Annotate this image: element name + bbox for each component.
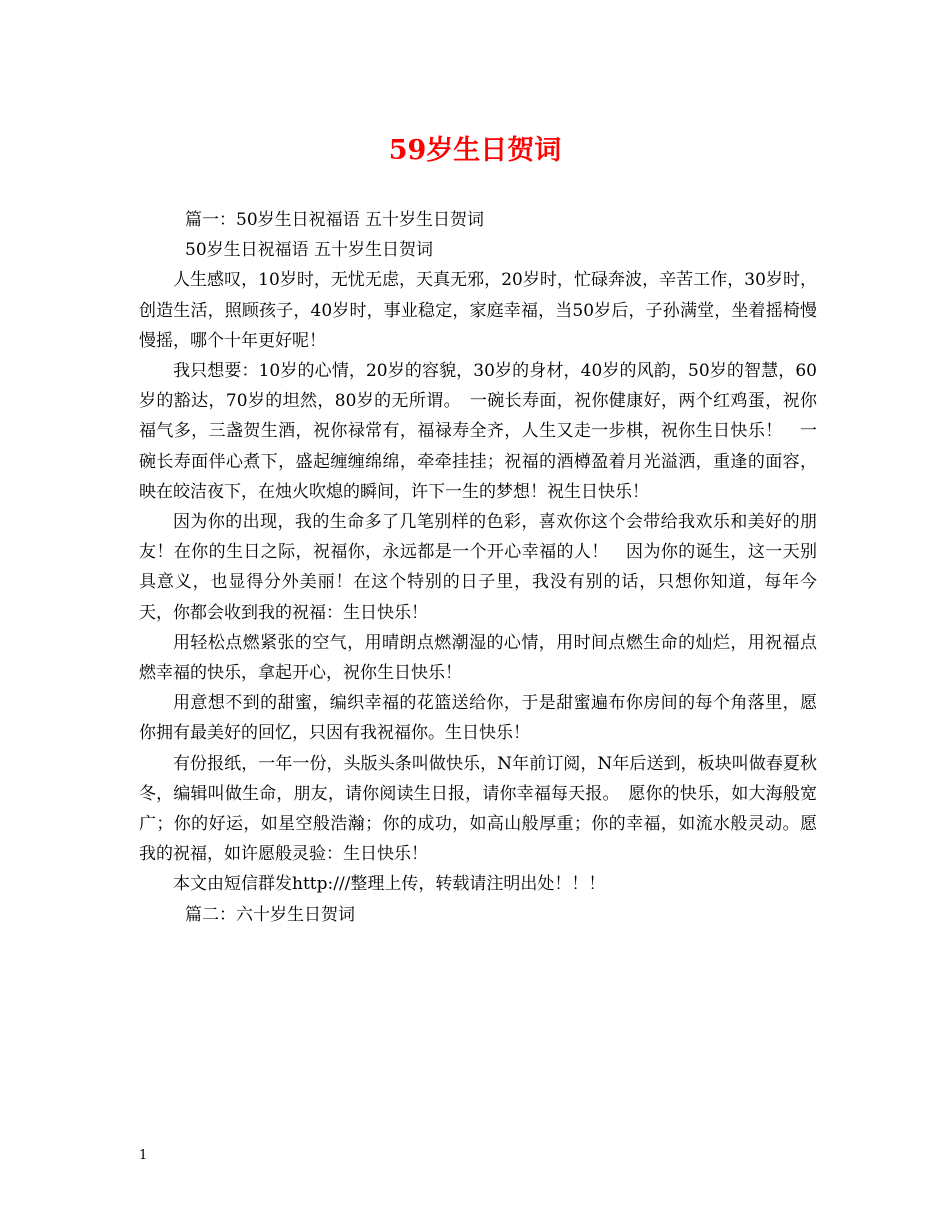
document-body <box>139 205 817 930</box>
section-heading-2: 篇二：六十岁生日贺词 <box>185 904 355 925</box>
paragraph-2: 我只想要：10岁的心情，20岁的容貌，30岁的身材，40岁的风韵，50岁的智慧，60岁的豁达，70岁的坦然，80岁的无所谓。 一碗长寿面，祝你健康好，两个红鸡蛋，祝你福气多，三盏贺生酒，祝你禄常有，福禄寿全齐，人生又走一步棋，祝你生日快乐！ 一碗长寿面伴心煮下，盛起缠缠绵绵，牵牵挂挂；祝福的酒樽盈着月光溢洒，重逢的面容，映在皎洁夜下，在烛火吹熄的瞬间，许下一生的梦想！祝生日快乐！ <box>139 360 817 502</box>
paragraph-1: 人生感叹，10岁时，无忧无虑，天真无邪，20岁时，忙碌奔波，辛苦工作，30岁时，创造生活，照顾孩子，40岁时，事业稳定，家庭幸福，当50岁后，子孙满堂，坐着摇椅慢慢摇，哪个十年更好呢！ <box>139 270 817 351</box>
section-heading-1: 篇一：50岁生日祝福语 五十岁生日贺词 <box>185 210 485 230</box>
paragraph-4: 用轻松点燃紧张的空气，用晴朗点燃潮湿的心情，用时间点燃生命的灿烂，用祝福点燃幸福的快乐，拿起开心，祝你生日快乐！ <box>139 632 817 684</box>
paragraph-5: 用意想不到的甜蜜，编织幸福的花篮送给你，于是甜蜜遍布你房间的每个角落里，愿你拥有最美好的回忆，只因有我祝福你。生日快乐！ <box>139 693 817 744</box>
paragraph-7: 本文由短信群发http:///整理上传，转载请注明出处！！！ <box>173 874 606 895</box>
section-subheading: 50岁生日祝福语 五十岁生日贺词 <box>185 240 434 261</box>
paragraph-3: 因为你的出现，我的生命多了几笔别样的色彩，喜欢你这个会带给我欢乐和美好的朋友！在你的生日之际，祝福你，永远都是一个开心幸福的人！ 因为你的诞生，这一天别具意义，也显得分外美丽！在这个特别的日子里，我没有别的话，只想你知道，每年今天，你都会收到我的祝福：生日快乐！ <box>139 512 817 623</box>
page-number: 1 <box>139 1148 148 1163</box>
paragraph-6: 有份报纸，一年一份，头版头条叫做快乐，N年前订阅，N年后送到，板块叫做春夏秋冬，编辑叫做生命，朋友，请你阅读生日报，请你幸福每天报。 愿你的快乐，如大海般宽广；你的好运，如星空般浩瀚；你的成功，如高山般厚重；你的幸福，如流水般灵动。愿我的祝福，如许愿般灵验：生日快乐！ <box>139 753 817 865</box>
document-title: 59岁生日贺词 <box>388 135 562 166</box>
